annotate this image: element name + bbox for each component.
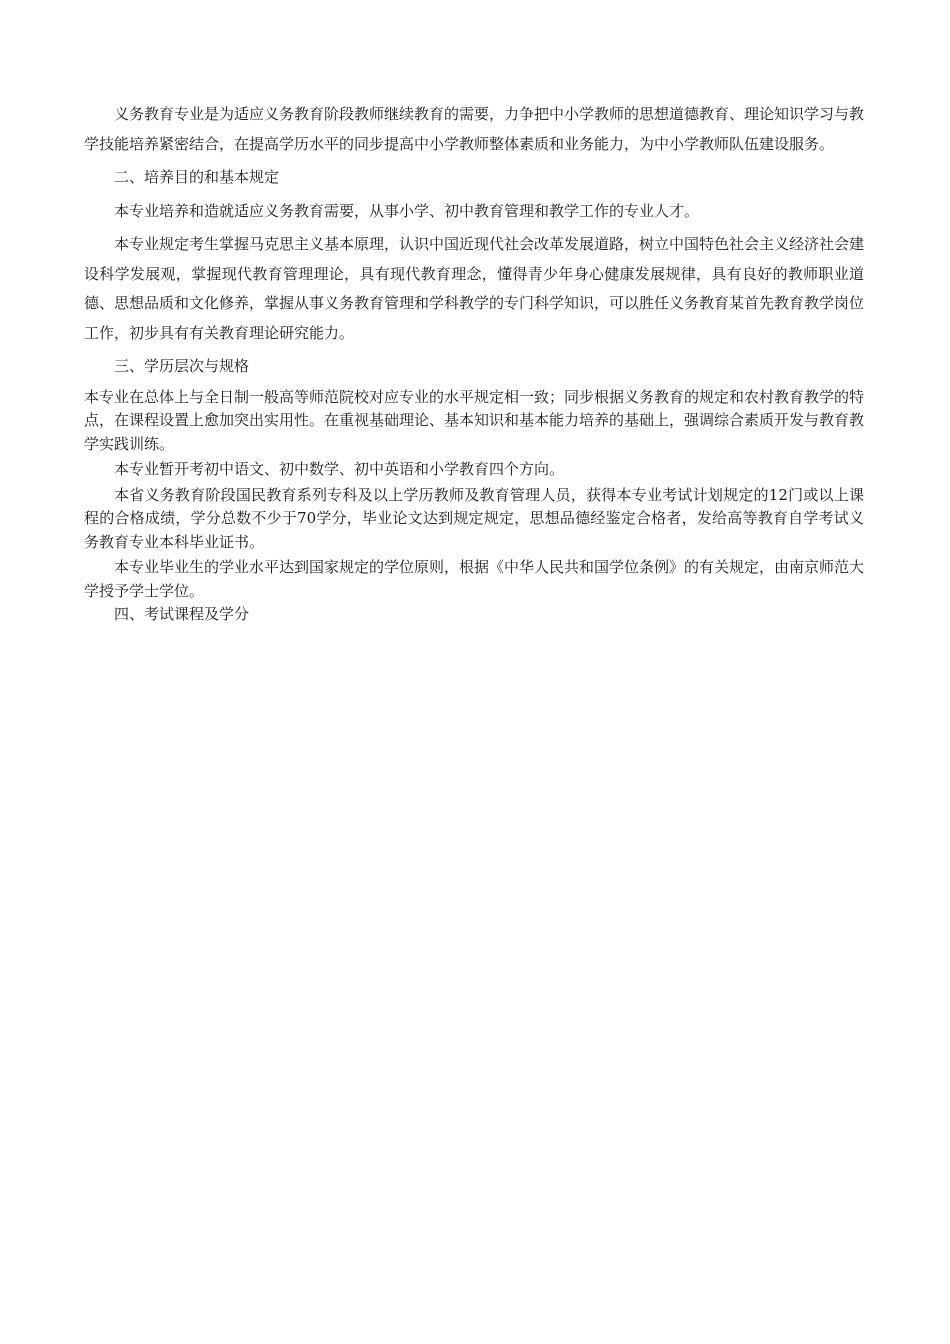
section-2-heading: 二、培养目的和基本规定 (114, 168, 280, 186)
section-3-paragraph-2: 本专业暂开考初中语文、初中数学、初中英语和小学教育四个方向。 (114, 460, 565, 478)
section-3-paragraph-1: 本专业在总体上与全日制一般高等师范院校对应专业的水平规定相一致；同步根据义务教育的规定和农村教育教学的特点，在课程设置上愈加突出实用性。在重视基础理论、基本知识和基本能力培养的基础上，强调综合素质开发与教育教学实践训练。 (84, 387, 865, 453)
section-3-paragraph-3: 本省义务教育阶段国民教育系列专科及以上学历教师及教育管理人员，获得本专业考试计划规定的12门或以上课程的合格成绩，学分总数不少于70学分，毕业论文达到规定规定，思想品德经鉴定合格者，发给高等教育自学考试义务教育专业本科毕业证书。 (84, 485, 864, 551)
section-3-heading: 三、学历层次与规格 (114, 357, 250, 375)
intro-paragraph: 义务教育专业是为适应义务教育阶段教师继续教育的需要，力争把中小学教师的思想道德教育、理论知识学习与教学技能培养紧密结合，在提高学历水平的同步提高中小学教师整体素质和业务能力，为中小学教师队伍建设服务。 (84, 105, 865, 153)
section-3-paragraph-4: 本专业毕业生的学业水平达到国家规定的学位原则，根据《中华人民共和国学位条例》的有关规定，由南京师范大学授予学士学位。 (84, 558, 865, 600)
document-page (84, 100, 864, 627)
section-2-paragraph-1: 本专业培养和造就适应义务教育需要，从事小学、初中教育管理和教学工作的专业人才。 (114, 201, 700, 220)
section-4-heading: 四、考试课程及学分 (114, 605, 250, 623)
section-2-paragraph-2: 本专业规定考生掌握马克思主义基本原理，认识中国近现代社会改革发展道路，树立中国特色社会主义经济社会建设科学发展观，掌握现代教育管理理论，具有现代教育理念，懂得青少年身心健康发展规律，具有良好的教师职业道德、思想品质和文化修养，掌握从事义务教育管理和学科教学的专门科学知识，可以胜任义务教育某首先教育教学岗位工作，初步具有有关教育理论研究能力。 (84, 235, 865, 342)
